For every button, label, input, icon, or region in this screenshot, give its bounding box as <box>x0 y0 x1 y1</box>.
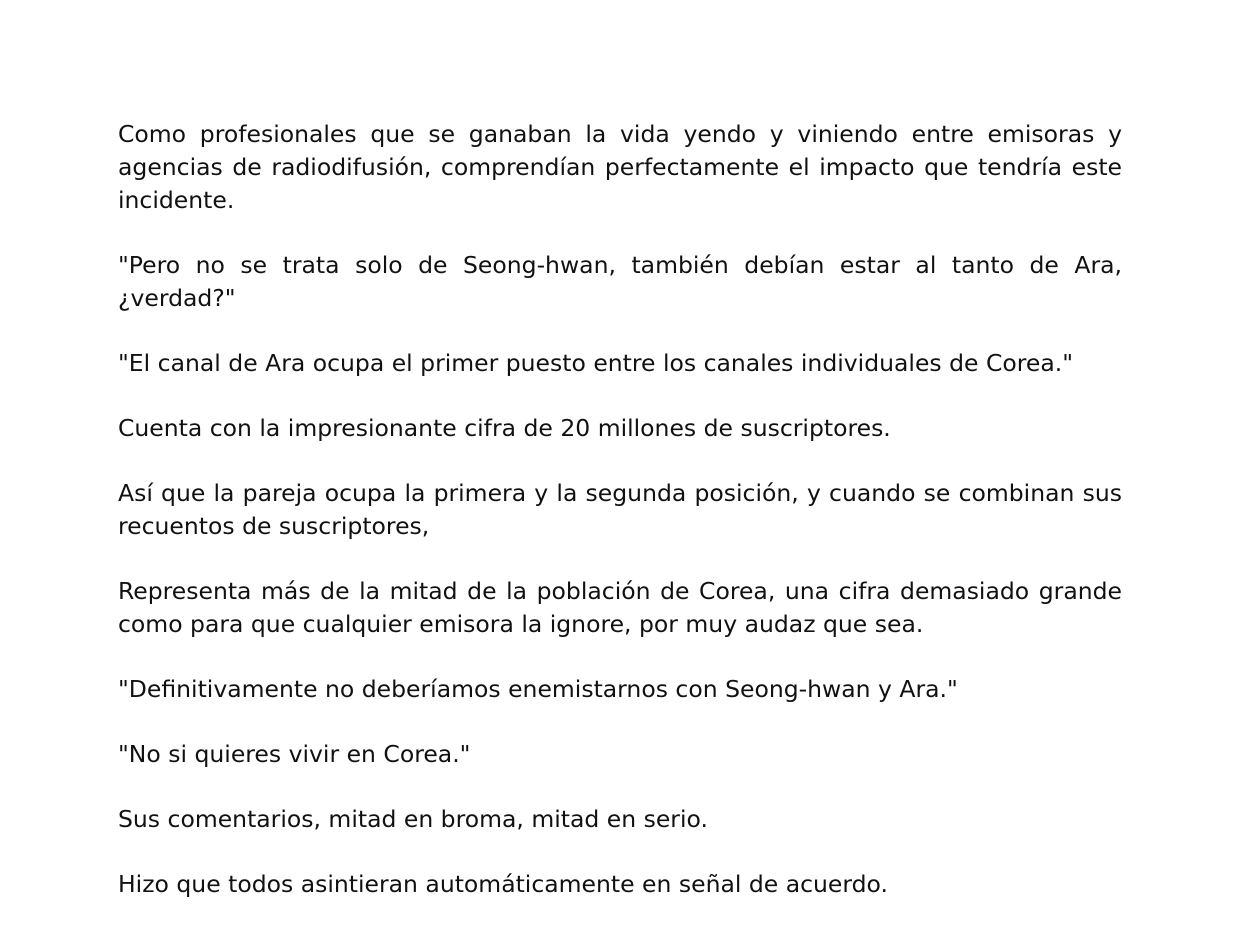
paragraph: "El canal de Ara ocupa el primer puesto entre los canales individuales de Corea." <box>118 349 1074 377</box>
paragraph: "No si quieres vivir en Corea." <box>118 740 471 768</box>
paragraph: "Definitivamente no deberíamos enemistarnos con Seong-hwan y Ara." <box>118 675 958 703</box>
paragraph: Representa más de la mitad de la población de Corea, una cifra demasiado grande como para que cualquier emisora la ignore, por muy audaz que sea. <box>118 577 1122 638</box>
paragraph: Así que la pareja ocupa la primera y la segunda posición, y cuando se combinan sus recuentos de suscriptores, <box>118 479 1122 540</box>
paragraph: Cuenta con la impresionante cifra de 20 millones de suscriptores. <box>118 414 891 442</box>
paragraph: "Pero no se trata solo de Seong-hwan, también debían estar al tanto de Ara, ¿verdad?" <box>118 251 1122 312</box>
paragraph: Hizo que todos asintieran automáticamente en señal de acuerdo. <box>118 870 888 898</box>
paragraph: Como profesionales que se ganaban la vida yendo y viniendo entre emisoras y agencias de radiodifusión, comprendían perfectamente el impacto que tendría este incidente. <box>118 120 1122 214</box>
paragraph: Sus comentarios, mitad en broma, mitad en serio. <box>118 805 708 833</box>
document-page <box>118 118 1122 933</box>
